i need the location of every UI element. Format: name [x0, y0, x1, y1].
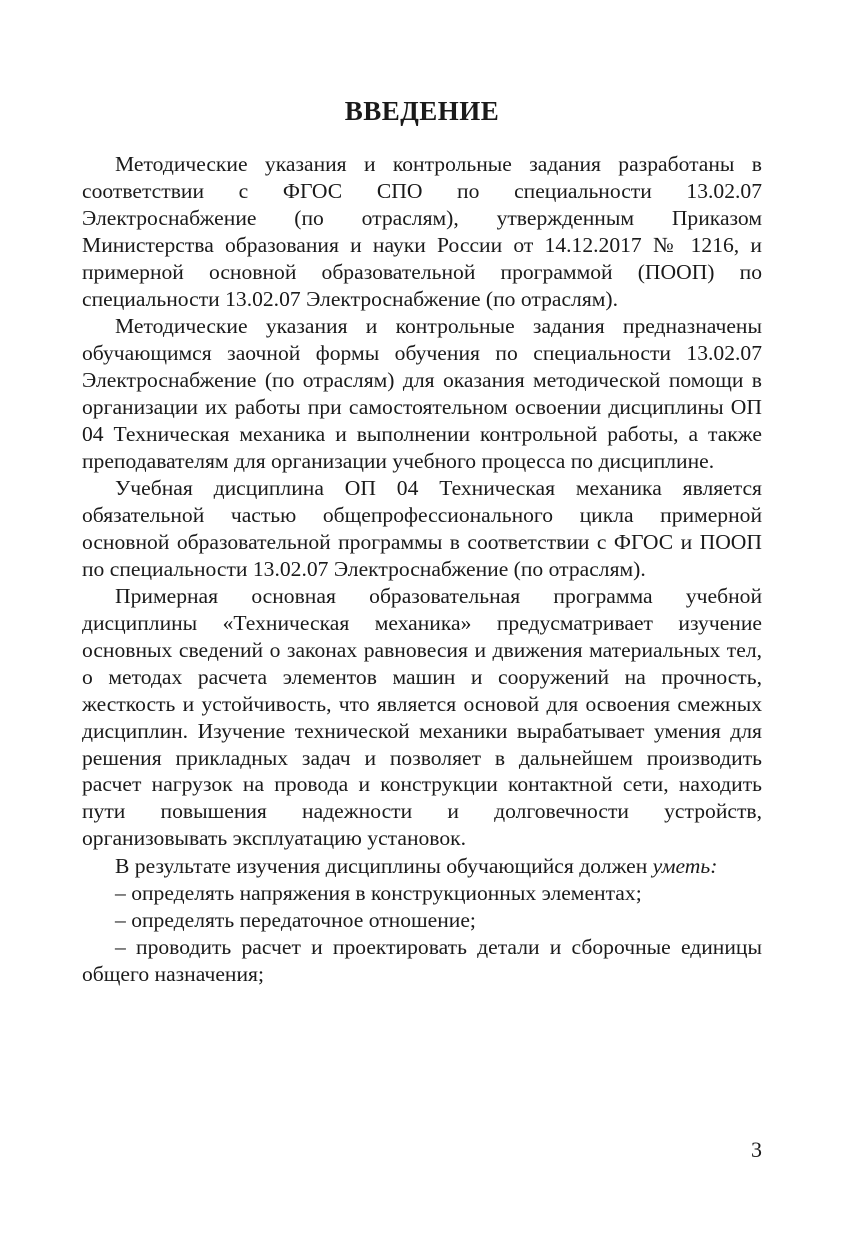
paragraph-1: Методические указания и контрольные задания разработаны в соответствии с ФГОС СПО по специальности 13.02.07 Электроснабжение (по отраслям), утвержденным Приказом Министерства образования и науки России от 14.12.2017 № 1216, и примерной основной образовательной программой (ПООП) по специальности 13.02.07 Электроснабжение (по отраслям). [82, 152, 762, 311]
list-item [82, 880, 762, 907]
skills-intro-paragraph [82, 853, 762, 880]
skills-intro-text: В результате изучения дисциплины обучающийся должен [115, 853, 648, 878]
list-item-text: проводить расчет и проектировать детали и сборочные единицы общего назначения; [82, 935, 762, 986]
list-item [82, 907, 762, 934]
list-item-text: определять напряжения в конструкционных элементах; [131, 881, 642, 906]
paragraph-4: Примерная основная образовательная программа учебной дисциплины «Техническая механика» предусматривает изучение основных сведений о законах равновесия и движения материальных тел, о методах расчета элементов машин и сооружений на прочность, жесткость и устойчивость, что является основой для освоения смежных дисциплин. Изучение технической механики вырабатывает умения для решения прикладных задач и позволяет в дальнейшем производить расчет нагрузок на провода и конструкции контактной сети, находить пути повышения надежности и долговечности устройств, организовывать эксплуатацию установок. [82, 584, 762, 851]
list-item [82, 934, 762, 988]
document-page [82, 0, 762, 1241]
paragraph-3: Учебная дисциплина ОП 04 Техническая механика является обязательной частью общепрофессионального цикла примерной основной образовательной программы в соответствии с ФГОС и ПООП по специальности 13.02.07 Электроснабжение (по отраслям). [82, 475, 762, 581]
page-number: 3 [751, 1137, 762, 1162]
page-title: ВВЕДЕНИЕ [344, 96, 500, 126]
document-body [82, 151, 762, 988]
dash-marker: – [115, 935, 126, 960]
dash-marker: – [115, 881, 126, 906]
dash-marker: – [115, 908, 126, 933]
paragraph-2: Методические указания и контрольные задания предназначены обучающимся заочной формы обучения по специальности 13.02.07 Электроснабжение (по отраслям) для оказания методической помощи в организации их работы при самостоятельном освоении дисциплины ОП 04 Техническая механика и выполнении контрольной работы, а также преподавателям для организации учебного процесса по дисциплине. [82, 313, 762, 473]
list-item-text: определять передаточное отношение; [131, 908, 476, 933]
skills-emphasis: уметь: [652, 853, 718, 878]
